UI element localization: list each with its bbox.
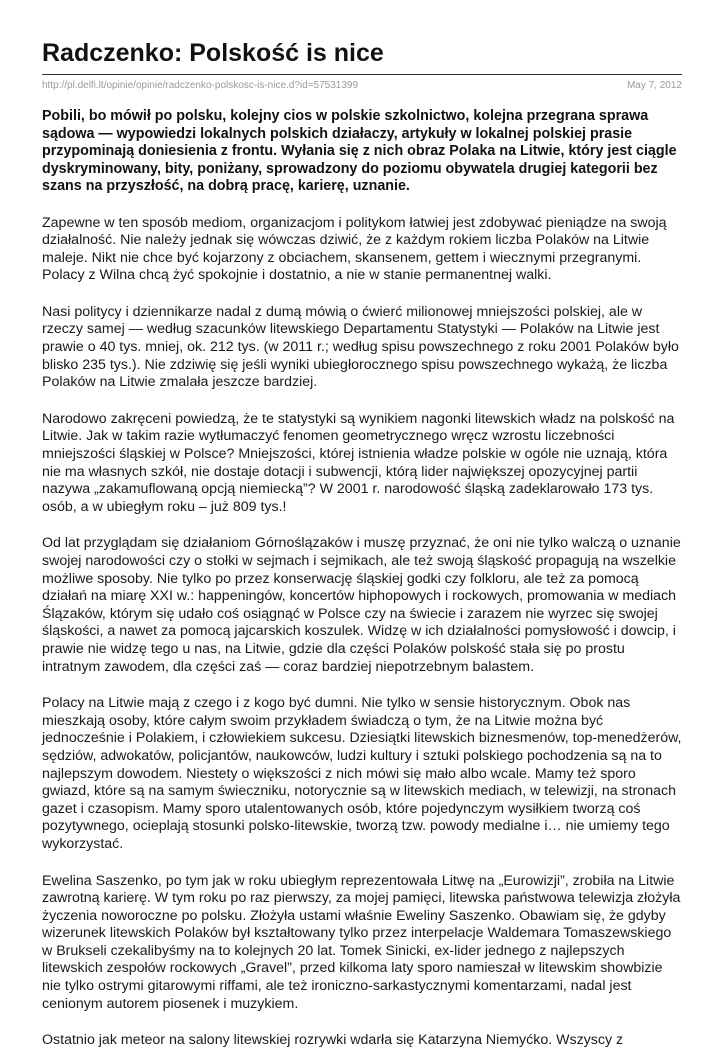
paragraph: Narodowo zakręceni powiedzą, że te statystyki są wynikiem nagonki litewskich władz na polskość na Litwie. Jak w takim razie wytłumaczyć fenomen geometrycznego wręcz wzrostu liczebności mniejszości śląskiej w Polsce? Mniejszości, której istnienia władze polskie w ogóle nie uznają, która nie ma własnych szkół, nie dostaje dotacji i subwencji, którą lider największej opozycyjnej partii nazywa „zakamuflowaną opcją niemiecką”? W 2001 r. narodowość śląską zadeklarowało 173 tys. osób, a w ubiegłym roku – już 809 tys.! [42, 410, 675, 515]
paragraph: Nasi politycy i dziennikarze nadal z dumą mówią o ćwierć milionowej mniejszości polskiej, ale w rzeczy samej — według szacunków litewskiego Departamentu Statystyki — Polaków na Litwie jest prawie o 40 tys. mniej, ok. 212 tys. (w 2011 r.; według spisu powszechnego z roku 2001 Polaków było blisko 235 tys.). Nie zdziwię się jeśli wyniki ubiegłorocznego spisu powszechnego wykażą, że liczba Polaków na Litwie zmalała jeszcze bardziej. [42, 303, 679, 391]
page-title: Radczenko: Polskość is nice [42, 39, 384, 67]
publish-date: May 7, 2012 [626, 80, 682, 91]
paragraph: Polacy na Litwie mają z czego i z kogo być dumni. Nie tylko w sensie historycznym. Obok nas mieszkają osoby, które całym swoim przykładem świadczą o tym, że na Litwie można być jednocześnie i Polakiem, i człowiekiem sukcesu. Dziesiątki litewskich biznesmenów, top-menedżerów, sędziów, adwokatów, policjantów, naukowców, ludzi kultury i sztuki polskiego pochodzenia są na to najlepszym dowodem. Niestety o większości z nich mówi się mało albo wcale. Mamy też sporo gwiazd, które są na samym świeczniku, notorycznie są w litewskich mediach, w telewizji, na stronach gazet i czasopism. Mamy sporo utalentowanych osób, które pojedynczym wysiłkiem tworzą coś pozytywnego, ocieplają stosunki polsko-litewskie, tworzą tzw. powody medialne i… nie umiemy tego wykorzystać. [42, 695, 682, 852]
title-divider [42, 74, 682, 75]
paragraph: Od lat przyglądam się działaniom Górnoślązaków i muszę przyznać, że oni nie tylko walczą o uznanie swojej narodowości czy o stołki w sejmach i sejmikach, ale też swoją śląskość propagują na wszelkie możliwe sposoby. Nie tylko po przez konserwację śląskiej godki czy folkloru, ale też za pomocą działań na miarę XXI w.: happeningów, koncertów hiphopowych i rockowych, promowania w mediach Ślązaków, którym się udało coś osiągnąć w Polsce czy na świecie i zarazem nie wyrzec się swojej śląskości, a nawet za pomocą jajcarskich koszulek. Widzę w ich działalności pomysłowość i dowcip, i prawie nie widzę tego u nas, na Litwie, gdzie dla części Polaków polskość stała się po prostu intratnym zawodem, dla części zaś — coraz bardziej niepotrzebnym balastem. [42, 535, 681, 675]
paragraph: Ostatnio jak meteor na salony litewskiej rozrywki wdarła się Katarzyna Niemyćko. Wszyscy z [42, 1032, 624, 1049]
paragraph: Ewelina Saszenko, po tym jak w roku ubiegłym reprezentowała Litwę na „Eurowizji”, zrobiła na Litwie zawrotną karierę. W tym roku po raz pierwszy, za mojej pamięci, litewska państwowa telewizja złożyła życzenia noworoczne po polsku. Złożyła ustami właśnie Eweliny Saszenko. Obawiam się, że gdyby wizerunek litewskich Polaków był kształtowany tylko przez interpelacje Waldemara Tomaszewskiego w Brukseli czekalibyśmy na to kolejnych 20 lat. Tomek Sinicki, ex-lider jednego z najlepszych litewskich zespołów rockowych „Gravel”, przed kilkoma laty sporo namieszał w litewskim showbizie nie tylko ostrymi gitarowymi riffami, ale też ironiczno-sarkastycznymi komentarzami, nadal jest cenionym autorem piosenek i muzykiem. [42, 872, 681, 1012]
article-meta [42, 79, 682, 92]
paragraph: Zapewne w ten sposób mediom, organizacjom i politykom łatwiej jest zdobywać pieniądze na swoją działalność. Nie należy jednak się wówczas dziwić, że z każdym rokiem liczba Polaków na Litwie maleje. Nikt nie chce być kojarzony z obciachem, skansenem, gettem i wiecznymi przegranymi. Polacy z Wilna chcą żyć spokojnie i dostatnio, a nie w stanie permanentnej walki. [42, 214, 667, 284]
source-url[interactable]: http://pl.delfi.lt/opinie/opinie/radczenko-polskosc-is-nice.d?id=57531399 [42, 80, 359, 91]
article-lead: Pobili, bo mówił po polsku, kolejny cios w polskie szkolnictwo, kolejna przegrana sprawa sądowa — wypowiedzi lokalnych polskich działaczy, artykuły w lokalnej polskiej prasie przypominają doniesienia z frontu. Wyłania się z nich obraz Polaka na Litwie, który jest ciągle dyskryminowany, bity, poniżany, sprowadzony do poziomu obywatela drugiej kategorii bez szans na przyszłość, na dobrą pracę, karierę, uznanie. [42, 108, 677, 194]
